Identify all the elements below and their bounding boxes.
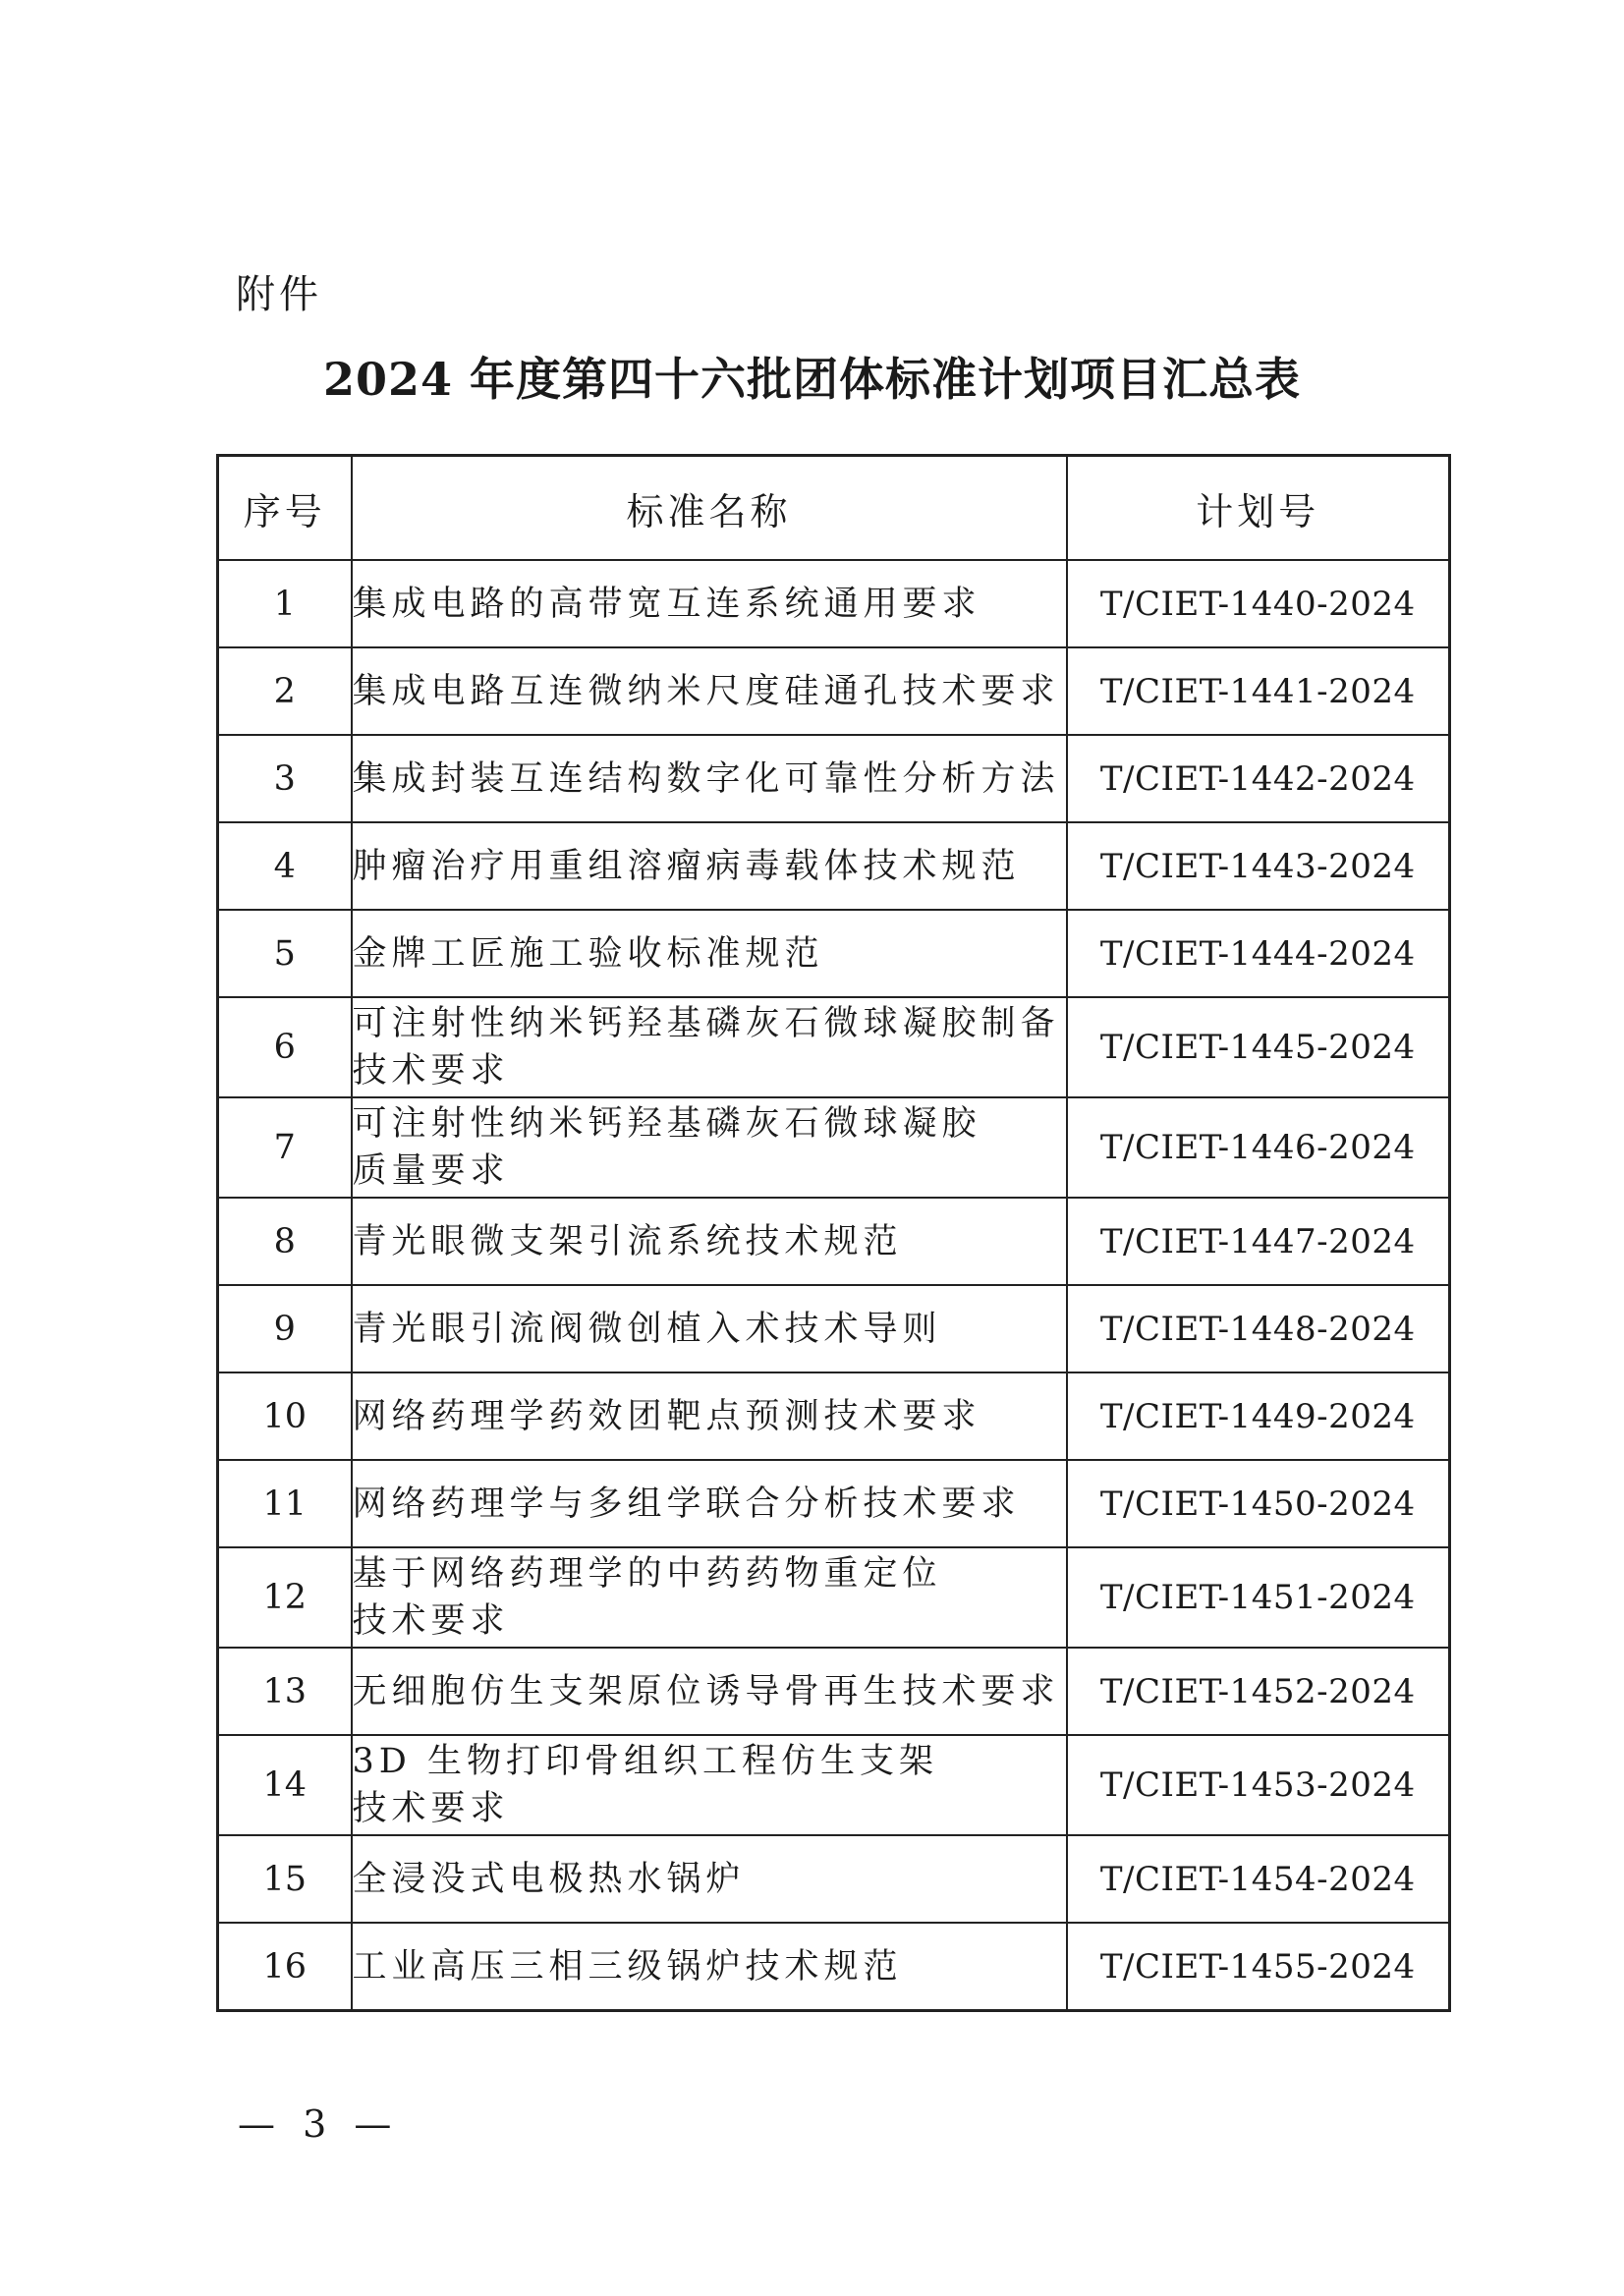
plan-number: T/CIET-1452-2024: [1067, 1648, 1450, 1735]
header-serial-number: 序号: [218, 456, 352, 561]
row-number: 10: [218, 1372, 352, 1460]
table-row: [218, 560, 1450, 647]
plan-number: T/CIET-1450-2024: [1067, 1460, 1450, 1547]
table-row: [218, 910, 1450, 997]
row-number: 5: [218, 910, 352, 997]
table-row: [218, 997, 1450, 1097]
standard-name-line-1: 可注射性纳米钙羟基磷灰石微球凝胶制备: [352, 1004, 1060, 1043]
row-number: 14: [218, 1735, 352, 1835]
standard-name: 工业高压三相三级锅炉技术规范: [352, 1923, 1067, 2011]
row-number: 1: [218, 560, 352, 647]
standard-name: 金牌工匠施工验收标准规范: [352, 910, 1067, 997]
plan-number: T/CIET-1443-2024: [1067, 822, 1450, 910]
row-number: 3: [218, 735, 352, 822]
plan-number: T/CIET-1451-2024: [1067, 1547, 1450, 1648]
standard-name-line-2: 技术要求: [352, 1601, 510, 1641]
table-row: [218, 735, 1450, 822]
plan-number: T/CIET-1441-2024: [1067, 647, 1450, 735]
standard-name: 集成电路的高带宽互连系统通用要求: [352, 560, 1067, 647]
row-number: 7: [218, 1097, 352, 1198]
table-row: [218, 1735, 1450, 1835]
row-number: 11: [218, 1460, 352, 1547]
standard-name: 无细胞仿生支架原位诱导骨再生技术要求: [352, 1648, 1067, 1735]
standard-name: 网络药理学与多组学联合分析技术要求: [352, 1460, 1067, 1547]
plan-number: T/CIET-1442-2024: [1067, 735, 1450, 822]
standard-name: [352, 997, 1067, 1097]
standard-name-line-1: 可注射性纳米钙羟基磷灰石微球凝胶: [352, 1104, 981, 1144]
standard-name-line-2: 技术要求: [352, 1789, 510, 1828]
plan-number: T/CIET-1448-2024: [1067, 1285, 1450, 1372]
standard-name: 青光眼微支架引流系统技术规范: [352, 1198, 1067, 1285]
table-row: [218, 1547, 1450, 1648]
standard-name: 全浸没式电极热水锅炉: [352, 1835, 1067, 1923]
standard-name: [352, 1097, 1067, 1198]
plan-number: T/CIET-1455-2024: [1067, 1923, 1450, 2011]
plan-number: T/CIET-1454-2024: [1067, 1835, 1450, 1923]
document-title: 2024 年度第四十六批团体标准计划项目汇总表: [322, 353, 1302, 406]
plan-number: T/CIET-1440-2024: [1067, 560, 1450, 647]
table-row: [218, 1097, 1450, 1198]
table-row: [218, 1835, 1450, 1923]
standard-name-line-1: 3D 生物打印骨组织工程仿生支架: [352, 1742, 938, 1781]
table-row: [218, 1648, 1450, 1735]
standards-table: [216, 454, 1451, 2012]
standard-name: 集成封装互连结构数字化可靠性分析方法: [352, 735, 1067, 822]
plan-number: T/CIET-1444-2024: [1067, 910, 1450, 997]
table-row: [218, 1198, 1450, 1285]
row-number: 16: [218, 1923, 352, 2011]
row-number: 15: [218, 1835, 352, 1923]
row-number: 6: [218, 997, 352, 1097]
standard-name-line-2: 技术要求: [352, 1051, 510, 1091]
standard-name: 青光眼引流阀微创植入术技术导则: [352, 1285, 1067, 1372]
standard-name: 网络药理学药效团靶点预测技术要求: [352, 1372, 1067, 1460]
header-plan-number: 计划号: [1067, 456, 1450, 561]
standard-name: 集成电路互连微纳米尺度硅通孔技术要求: [352, 647, 1067, 735]
table-row: [218, 1285, 1450, 1372]
row-number: 12: [218, 1547, 352, 1648]
row-number: 9: [218, 1285, 352, 1372]
row-number: 4: [218, 822, 352, 910]
standard-name: [352, 1735, 1067, 1835]
header-standard-name: 标准名称: [352, 456, 1067, 561]
standard-name-line-1: 基于网络药理学的中药药物重定位: [352, 1554, 942, 1594]
table-row: [218, 1460, 1450, 1547]
row-number: 8: [218, 1198, 352, 1285]
row-number: 2: [218, 647, 352, 735]
table-header-row: [218, 456, 1450, 561]
row-number: 13: [218, 1648, 352, 1735]
plan-number: T/CIET-1445-2024: [1067, 997, 1450, 1097]
table-row: [218, 1372, 1450, 1460]
table-row: [218, 822, 1450, 910]
plan-number: T/CIET-1449-2024: [1067, 1372, 1450, 1460]
plan-number: T/CIET-1453-2024: [1067, 1735, 1450, 1835]
table-row: [218, 647, 1450, 735]
attachment-label: 附件: [236, 272, 322, 317]
table-row: [218, 1923, 1450, 2011]
standard-name: [352, 1547, 1067, 1648]
plan-number: T/CIET-1447-2024: [1067, 1198, 1450, 1285]
page-number: — 3 —: [238, 2102, 400, 2146]
plan-number: T/CIET-1446-2024: [1067, 1097, 1450, 1198]
standard-name: 肿瘤治疗用重组溶瘤病毒载体技术规范: [352, 822, 1067, 910]
standard-name-line-2: 质量要求: [352, 1151, 510, 1191]
